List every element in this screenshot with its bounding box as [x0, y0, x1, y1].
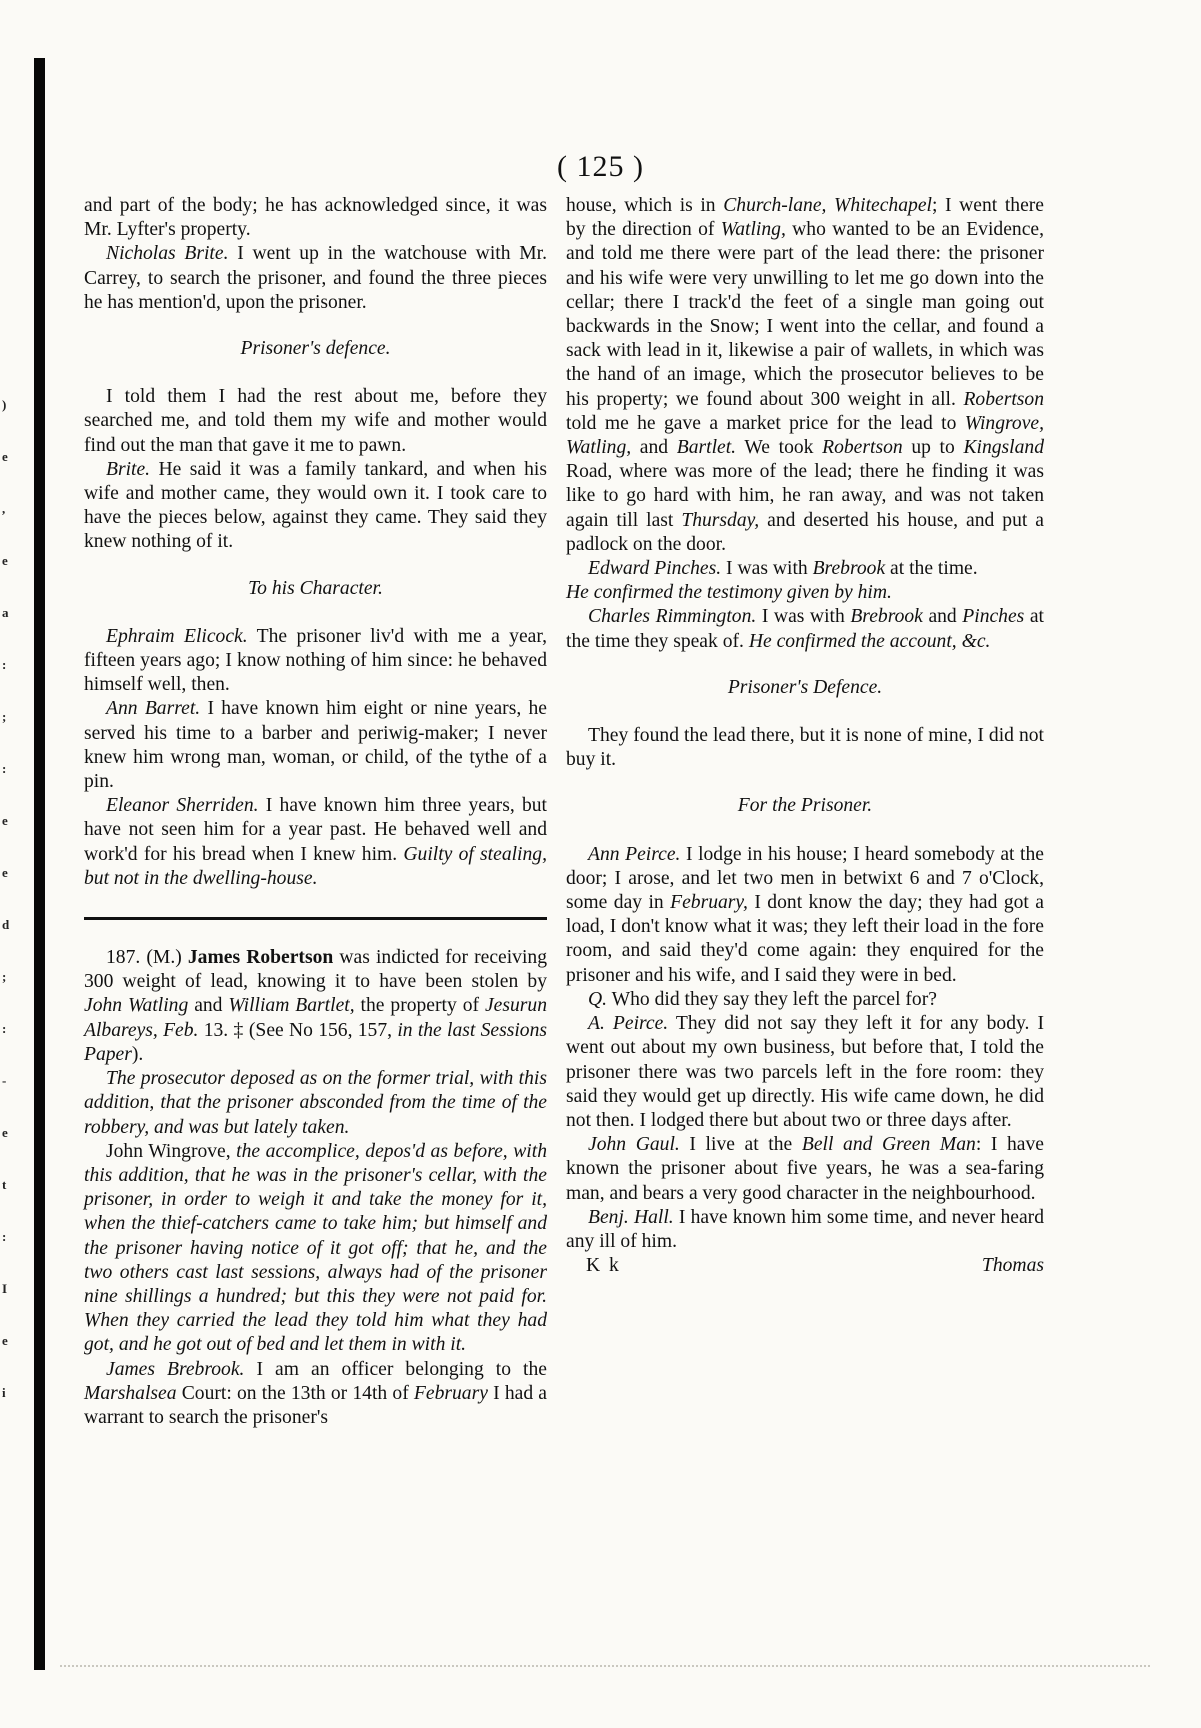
margin-mark: -: [2, 1073, 7, 1088]
speaker-name: Ann Peirce.: [588, 843, 681, 865]
margin-mark: :: [2, 657, 7, 672]
paragraph: He confirmed the testimony given by him.: [566, 582, 892, 604]
margin-mark: ;: [2, 969, 7, 984]
speaker-name: John Gaul.: [588, 1134, 680, 1156]
paragraph: Charles Rimmington. I was with Brebrook and Pinches at the time they speak of. He confirmed the account, &c.: [566, 606, 1044, 652]
speaker-name: A. Peirce.: [588, 1013, 669, 1035]
speaker-name: Charles Rimmington.: [588, 606, 757, 628]
verdict: Guilty of stealing, but not in the dwelling-house.: [84, 843, 547, 889]
paragraph: house, which is in Church-lane, Whitechapel; I went there by the direction of Watling, who wanted to be an Evidence, and told me there were part of the lead there: the prisoner and his wife were very unwilling to let me go down into the cellar; there I track'd the feet of a single man going out backwards in the Snow; I went into the cellar, and found a sack with lead in it, likewise a pair of wallets, in which was the hand of an image, which the prosecutor believes to be his property; we found about 300 weight in all. Robertson told me he gave a market price for the lead to Wingrove, Watling, and Bartlet. We took Robertson up to Kingsland Road, where was more of the lead; there he finding it was like to go hard with him, he ran away, and was not taken again till last Thursday, and deserted his house, and put a padlock on the door.: [566, 195, 1045, 555]
paragraph: A. Peirce. They did not say they left it for any body. I went out about my own business, but before that, I told the prisoner there was two parcels left in the fore room: they said they would get up directly. His wife came down, he did not then. I lodged there but about two or three days after.: [566, 1013, 1044, 1131]
paragraph: Eleanor Sherriden. I have known him three years, but have not seen him for a year past. He behaved well and work'd for his bread when I knew him. Guilty of stealing, but not in the dwelling-house.: [84, 795, 547, 889]
speaker-name: Brite.: [106, 458, 151, 480]
margin-mark: :: [2, 1229, 7, 1244]
section-heading: Prisoner's defence.: [240, 338, 391, 360]
speaker-name: Ephraim Elicock.: [106, 625, 248, 647]
page-footer: [566, 1254, 1044, 1278]
margin-mark: a: [2, 605, 9, 620]
margin-bleed-marks: [2, 390, 12, 1440]
margin-mark: :: [2, 1021, 7, 1036]
bottom-edge-noise: [60, 1665, 1150, 1679]
section-heading: To his Character.: [248, 577, 383, 599]
paragraph: Brite. He said it was a family tankard, and when his wife and mother came, they would own it. I took care to have the pieces below, against they came. They said they knew nothing of it.: [84, 458, 547, 553]
page-number: ( 125 ): [557, 150, 644, 183]
paragraph: They found the lead there, but it is none of mine, I did not buy it.: [566, 725, 1044, 771]
margin-mark: e: [2, 813, 8, 828]
binding-shadow: [34, 58, 45, 1670]
speaker-name: Ann Barret.: [106, 698, 201, 720]
paragraph: John Wingrove, the accomplice, depos'd as before, with this addition, that he was in the prisoner's cellar, with the prisoner, in order to weigh it and take the money for it, when the thief-catchers came to take him; but himself and the prisoner having notice of it got off; that he, and the two others cast last sessions, always had of the prisoner nine shillings a hundred; but this they were not paid for. When they carried the lead they told him what they had got, and he got out of bed and let them in with it.: [84, 1140, 547, 1356]
paragraph: Edward Pinches. I was with Brebrook at the time.: [588, 558, 978, 580]
speaker-name: John Wingrove,: [106, 1140, 231, 1162]
margin-mark: t: [2, 1177, 7, 1192]
speaker-name: Eleanor Sherriden.: [106, 795, 259, 817]
case-number: 187. (M.): [106, 947, 182, 969]
margin-mark: e: [2, 449, 8, 464]
speaker-name: Edward Pinches.: [588, 558, 722, 580]
right-column: [566, 194, 1044, 1278]
section-heading: For the Prisoner.: [737, 795, 873, 817]
paragraph: Ann Peirce. I lodge in his house; I heard somebody at the door; I arose, and let two men in betwixt 6 and 7 o'Clock, some day in February, I dont know the day; they had got a load, I don't know what it was; they left their load in the fore room, and said they'd come again: they enquired for the prisoner and his wife, and I said they were in bed.: [566, 843, 1044, 986]
margin-mark: ,: [2, 501, 6, 516]
margin-mark: I: [2, 1281, 8, 1296]
margin-mark: e: [2, 553, 8, 568]
paragraph: Ann Barret. I have known him eight or nine years, he served his time to a barber and periwig-maker; I never knew him wrong man, woman, or child, of the tythe of a pin.: [84, 698, 547, 793]
paragraph: 187. (M.) James Robertson was indicted for receiving 300 weight of lead, knowing it to have been stolen by John Watling and William Bartlet, the property of Jesurun Albareys, Feb. 13. ‡ (See No 156, 157, in the last Sessions Paper).: [84, 947, 547, 1065]
speaker-name: Nicholas Brite.: [106, 243, 229, 265]
paragraph: Ephraim Elicock. The prisoner liv'd with me a year, fifteen years ago; I know nothing of him since: he behaved himself well, then.: [84, 625, 547, 696]
margin-mark: ;: [2, 709, 7, 724]
speaker-name: Q.: [588, 988, 608, 1010]
catchword: Thomas: [981, 1255, 1044, 1277]
signature-mark: K k: [586, 1255, 621, 1277]
speaker-name: James Brebrook.: [106, 1358, 245, 1380]
margin-mark: e: [2, 1333, 8, 1348]
margin-mark: d: [2, 917, 10, 932]
paragraph: and part of the body; he has acknowledged since, it was Mr. Lyfter's property.: [84, 195, 547, 241]
margin-mark: ): [2, 397, 7, 412]
left-column: [84, 194, 547, 1430]
margin-mark: e: [2, 865, 8, 880]
paragraph: I told them I had the rest about me, before they searched me, and told them my wife and mother would find out the man that gave it me to pawn.: [84, 386, 547, 456]
paragraph: Benj. Hall. I have known him some time, and never heard any ill of him.: [566, 1206, 1044, 1252]
margin-mark: :: [2, 761, 7, 776]
paragraph: John Gaul. I live at the Bell and Green Man: I have known the prisoner about five years, he was a sea-faring man, and bears a very good character in the neighbourhood.: [566, 1134, 1044, 1204]
paragraph: The prosecutor deposed as on the former trial, with this addition, that the prisoner absconded from the time of the robbery, and was but lately taken.: [84, 1068, 547, 1138]
paragraph: Q. Who did they say they left the parcel for?: [588, 988, 937, 1010]
margin-mark: e: [2, 1125, 8, 1140]
speaker-name: Benj. Hall.: [588, 1206, 674, 1228]
section-heading: Prisoner's Defence.: [727, 676, 883, 698]
paragraph: Nicholas Brite. I went up in the watchouse with Mr. Carrey, to search the prisoner, and found the three pieces he has mention'd, upon the prisoner.: [84, 243, 547, 313]
defendant-name: James Robertson: [181, 947, 334, 969]
paragraph: James Brebrook. I am an officer belonging to the Marshalsea Court: on the 13th or 14th of February I had a warrant to search the prisoner's: [84, 1358, 547, 1428]
section-divider: [84, 917, 547, 920]
margin-mark: i: [2, 1385, 6, 1400]
